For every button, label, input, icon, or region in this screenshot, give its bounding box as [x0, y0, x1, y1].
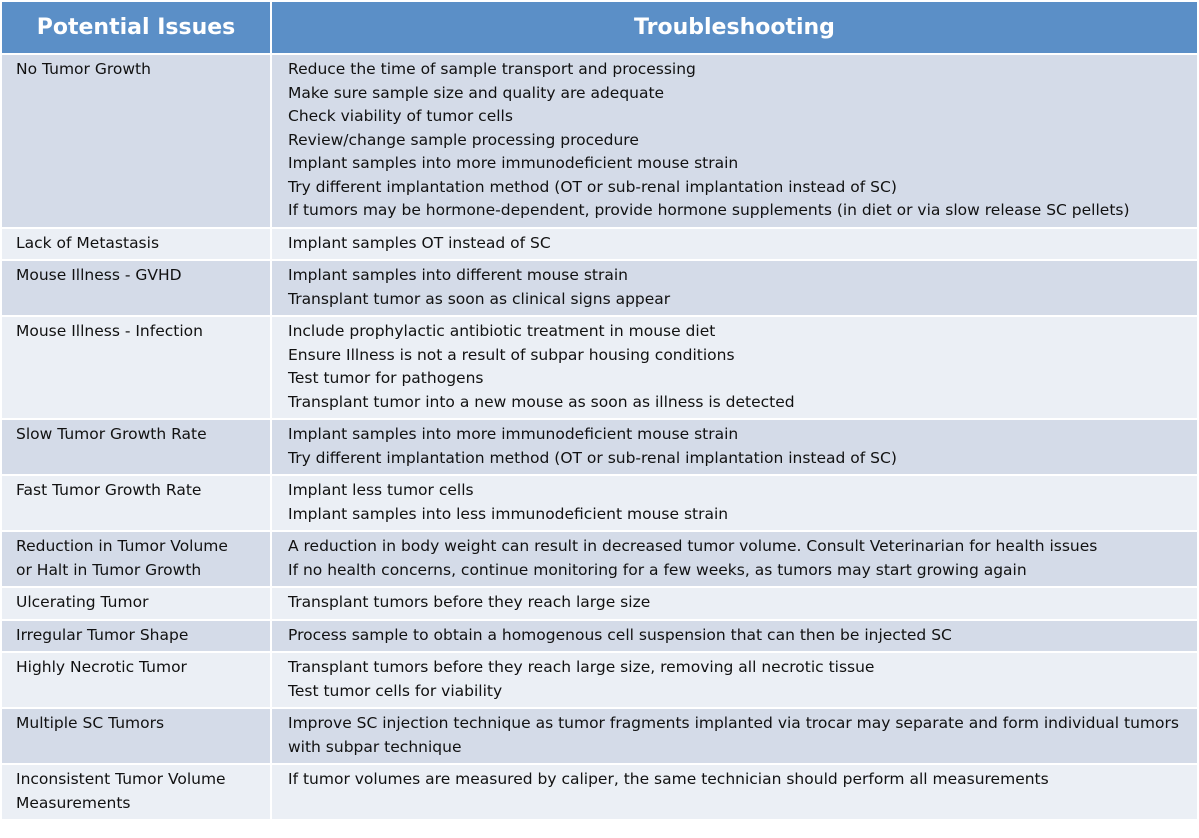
table-row: [2, 476, 1197, 530]
issue-label: Fast Tumor Growth Rate: [16, 481, 202, 499]
troubleshooting-cell: [272, 532, 1197, 586]
issue-cell: [2, 532, 270, 586]
action-item: A reduction in body weight can result in decreased tumor volume. Consult Veterinarian for health issues: [288, 537, 1098, 555]
troubleshooting-cell: [272, 765, 1197, 819]
troubleshooting-cell: [272, 317, 1197, 418]
troubleshooting-cell: [272, 709, 1197, 763]
issue-cell: [2, 420, 270, 474]
troubleshooting-cell: [272, 476, 1197, 530]
issue-cell: [2, 476, 270, 530]
issue-label-line: or Halt in Tumor Growth: [16, 560, 202, 579]
issue-label: Ulcerating Tumor: [16, 593, 149, 611]
table-row: [2, 588, 1197, 619]
issue-cell: [2, 621, 270, 652]
issue-label: No Tumor Growth: [16, 60, 151, 78]
issue-label: Slow Tumor Growth Rate: [16, 425, 207, 443]
action-item: Transplant tumors before they reach large size: [288, 593, 651, 611]
header-potential-issues: Potential Issues: [2, 2, 270, 53]
troubleshooting-cell: [272, 55, 1197, 227]
troubleshooting-cell: [272, 621, 1197, 652]
action-item: Implant samples OT instead of SC: [288, 233, 551, 252]
issue-cell: [2, 261, 270, 315]
action-item: Implant samples into more immunodeficient mouse strain: [288, 154, 739, 172]
issue-label: Mouse Illness - GVHD: [16, 266, 182, 284]
table-row: [2, 55, 1197, 227]
action-item: Implant samples into less immunodeficient mouse strain: [288, 504, 729, 523]
issue-cell: [2, 55, 270, 227]
issue-label-line: Reduction in Tumor Volume: [16, 537, 228, 555]
issue-cell: [2, 653, 270, 707]
issue-label: Multiple SC Tumors: [16, 714, 165, 732]
troubleshooting-cell: [272, 653, 1197, 707]
table-row: [2, 709, 1197, 763]
action-item: Try different implantation method (OT or sub-renal implantation instead of SC): [288, 177, 897, 196]
troubleshooting-cell: [272, 588, 1197, 619]
table-row: [2, 621, 1197, 652]
action-item: Improve SC injection technique as tumor fragments implanted via trocar may separate and form individual tumors with subpar technique: [288, 714, 1179, 756]
action-item: Review/change sample processing procedure: [288, 130, 639, 149]
issue-cell: [2, 229, 270, 260]
action-item: If tumor volumes are measured by caliper, the same technician should perform all measurements: [288, 770, 1049, 788]
action-item: Implant less tumor cells: [288, 481, 474, 499]
action-item: Ensure Illness is not a result of subpar housing conditions: [288, 345, 735, 364]
issue-cell: [2, 709, 270, 763]
issue-label-line: Measurements: [16, 793, 131, 812]
table-row: [2, 420, 1197, 474]
action-item: Try different implantation method (OT or sub-renal implantation instead of SC): [288, 448, 897, 467]
table-row: [2, 261, 1197, 315]
action-item: Process sample to obtain a homogenous cell suspension that can then be injected SC: [288, 625, 952, 644]
action-item: If no health concerns, continue monitoring for a few weeks, as tumors may start growing again: [288, 560, 1027, 579]
table-row: [2, 765, 1197, 819]
issue-label: Highly Necrotic Tumor: [16, 658, 187, 676]
action-item: Reduce the time of sample transport and processing: [288, 60, 696, 78]
table-row: [2, 532, 1197, 586]
action-item: Test tumor for pathogens: [288, 369, 484, 387]
action-item: Make sure sample size and quality are adequate: [288, 83, 665, 102]
header-row: [2, 2, 1197, 53]
action-item: Test tumor cells for viability: [288, 681, 503, 700]
action-item: If tumors may be hormone-dependent, provide hormone supplements (in diet or via slow release SC pellets): [288, 201, 1130, 219]
issue-label: Irregular Tumor Shape: [16, 625, 189, 644]
issue-label: Lack of Metastasis: [16, 233, 160, 252]
table-row: [2, 653, 1197, 707]
action-item: Include prophylactic antibiotic treatment in mouse diet: [288, 322, 716, 340]
issue-cell: [2, 765, 270, 819]
troubleshooting-cell: [272, 420, 1197, 474]
issue-cell: [2, 317, 270, 418]
table-row: [2, 317, 1197, 418]
table-row: [2, 229, 1197, 260]
issue-label-line: Inconsistent Tumor Volume: [16, 770, 226, 788]
troubleshooting-cell: [272, 229, 1197, 260]
troubleshooting-cell: [272, 261, 1197, 315]
action-item: Transplant tumor into a new mouse as soon as illness is detected: [288, 392, 795, 411]
issue-cell: [2, 588, 270, 619]
action-item: Implant samples into different mouse strain: [288, 266, 628, 284]
action-item: Transplant tumor as soon as clinical signs appear: [288, 289, 671, 308]
issue-label: Mouse Illness - Infection: [16, 322, 203, 340]
action-item: Transplant tumors before they reach large size, removing all necrotic tissue: [288, 658, 875, 676]
action-item: Implant samples into more immunodeficient mouse strain: [288, 425, 739, 443]
header-troubleshooting: Troubleshooting: [272, 2, 1197, 53]
action-item: Check viability of tumor cells: [288, 107, 513, 125]
